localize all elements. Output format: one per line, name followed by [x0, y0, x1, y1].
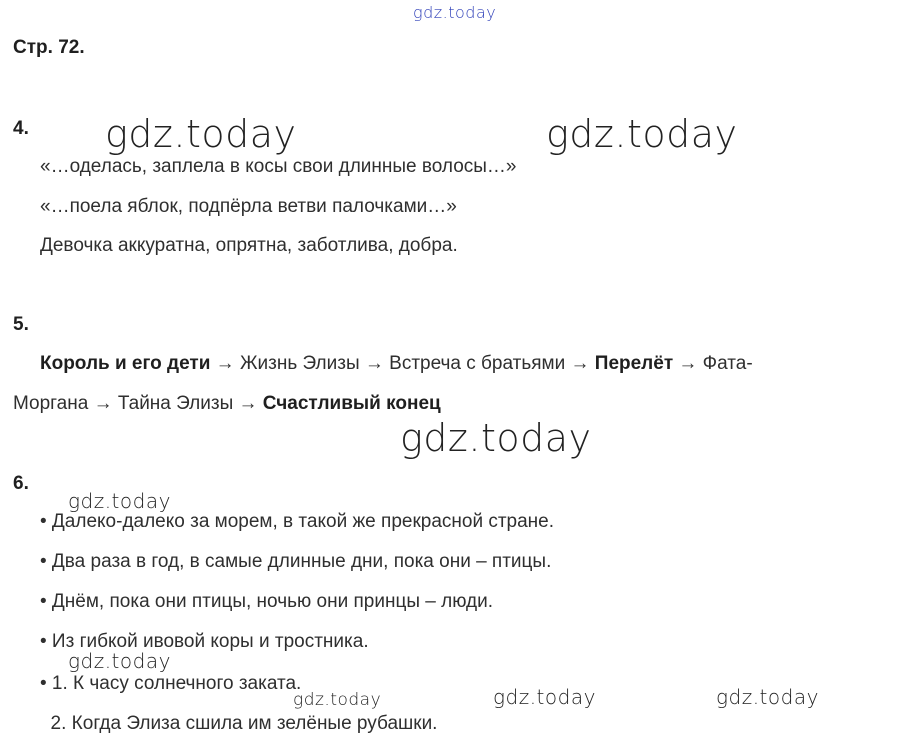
page-title: Стр. 72.	[13, 37, 85, 58]
task-6-item: • Два раза в год, в самые длинные дни, пока они – птицы.	[40, 551, 552, 572]
watermark-small: gdz.today	[68, 489, 171, 513]
task-6-item: • Из гибкой ивовой коры и тростника.	[40, 631, 369, 652]
task-6-item: • Днём, пока они птицы, ночью они принцы – люди.	[40, 591, 494, 612]
task-5-line-1	[40, 353, 753, 375]
task-6-item: • 1. К часу солнечного заката.	[40, 673, 302, 694]
task-6-item: • Далеко-далеко за морем, в такой же прекрасной стране.	[40, 511, 555, 532]
task-6-number: 6.	[13, 473, 29, 494]
task-6-item: 2. Когда Элиза сшила им зелёные рубашки.	[40, 713, 438, 734]
task-5-part: Моргана → Тайна Элизы →	[13, 393, 263, 414]
watermark-top: gdz.today	[413, 3, 497, 22]
task-4-line: Девочка аккуратна, опрятна, заботлива, добра.	[40, 235, 458, 256]
task-5-part: Король и его дети	[40, 353, 211, 374]
task-4-line: «…оделась, заплела в косы свои длинные волосы…»	[40, 156, 517, 177]
watermark-big: gdz.today	[400, 416, 592, 460]
task-5-part: → Жизнь Элизы → Встреча с братьями →	[210, 353, 595, 374]
watermark-small: gdz.today	[716, 685, 819, 709]
watermark-small: gdz.today	[68, 649, 171, 673]
task-4-number: 4.	[13, 118, 29, 139]
watermark-small: gdz.today	[293, 690, 382, 710]
task-4-line: «…поела яблок, подпёрла ветви палочками…»	[40, 196, 457, 217]
task-5-number: 5.	[13, 314, 29, 335]
task-5-line-2	[13, 393, 441, 415]
task-5-part: Перелёт	[594, 353, 674, 374]
task-5-part: → Фата-	[673, 353, 753, 374]
watermark-small: gdz.today	[493, 685, 596, 709]
task-5-part: Счастливый конец	[262, 393, 441, 414]
watermark-big: gdz.today	[546, 112, 738, 156]
watermark-big: gdz.today	[105, 112, 297, 156]
